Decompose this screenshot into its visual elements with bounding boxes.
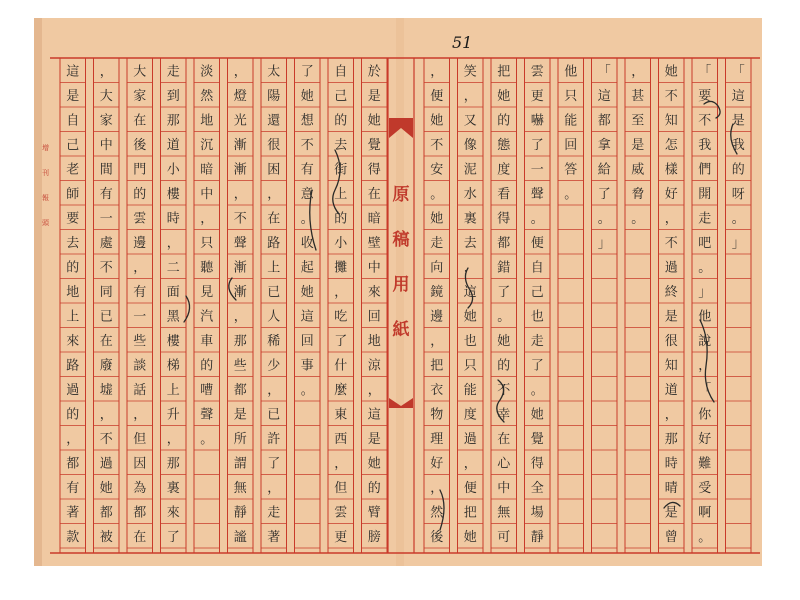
manuscript-column-right-1: 「這是我的呀。」 — [731, 64, 745, 251]
manuscript-column-right-6: 他只能回答。 — [564, 64, 578, 202]
paper-left-edge-shadow — [34, 18, 42, 566]
manuscript-column-left-5: ，燈光漸漸，不聲漸漸，那些都是所謂無靜謐 — [233, 64, 247, 545]
manuscript-column-right-2: 「要不我們開走吧。」他說，「你好難受啊。 — [698, 64, 712, 545]
title-char-1: 原 — [392, 185, 410, 205]
manuscript-column-right-4: ，甚至是威脅。 — [631, 64, 645, 227]
manuscript-column-left-3: 了她想不有意。收起她這回事。 — [300, 64, 314, 398]
page-number: 51 — [452, 33, 473, 52]
manuscript-column-left-10: 這是自己老師要去的地上來路過的，都有著款 — [66, 64, 80, 545]
title-char-2: 稿 — [392, 230, 410, 250]
side-label-char-3: 報 — [42, 194, 49, 202]
manuscript-column-right-8: 把她的態度看得都錯了。她的不幸在心中無可 — [497, 64, 511, 545]
title-char-4: 紙 — [392, 320, 410, 340]
side-label-char-1: 增 — [42, 144, 49, 152]
manuscript-column-right-10: ，便她不安。她走向鏡邊，把衣物理好，然後 — [430, 64, 444, 545]
title-char-3: 用 — [392, 275, 410, 295]
manuscript-column-right-7: 雲更嚇了一聲。便自己也走了。她覺得全場靜 — [530, 64, 544, 545]
manuscript-column-right-9: 笑，又像泥水裏去，這她也只能度過，便把她 — [463, 64, 477, 545]
manuscript-column-right-5: 「這都拿給了。」 — [597, 64, 611, 251]
manuscript-column-left-2: 自己的去街上的小攤，吃了什麼東西，但雲更 — [334, 64, 348, 545]
manuscript-column-left-1: 於是她覺得在暗壁中來回地涼，這是她的臂膀 — [367, 64, 381, 545]
manuscript-column-left-8: 大家在後門的雲邊，有一些談話，但因為都在 — [133, 64, 147, 545]
manuscript-column-left-6: 淡然地沉暗中，只聽見汽車的嘈聲。 — [200, 64, 214, 447]
side-label-char-2: 刊 — [42, 169, 49, 177]
manuscript-column-left-9: ，大家中間有一處不同已在廢墟，不過她都被 — [99, 64, 113, 545]
manuscript-column-right-3: 她不知怎樣好，不過終是很知道，那時晴是曾 — [664, 64, 678, 545]
manuscript-column-left-7: 走到那道小樓時，二面黑樓梯上升，那裏來了 — [166, 64, 180, 545]
manuscript-column-left-4: 太陽還很困，在路上已人稀少，已許了，走著 — [267, 64, 281, 545]
side-label-char-4: 頭 — [42, 219, 49, 227]
